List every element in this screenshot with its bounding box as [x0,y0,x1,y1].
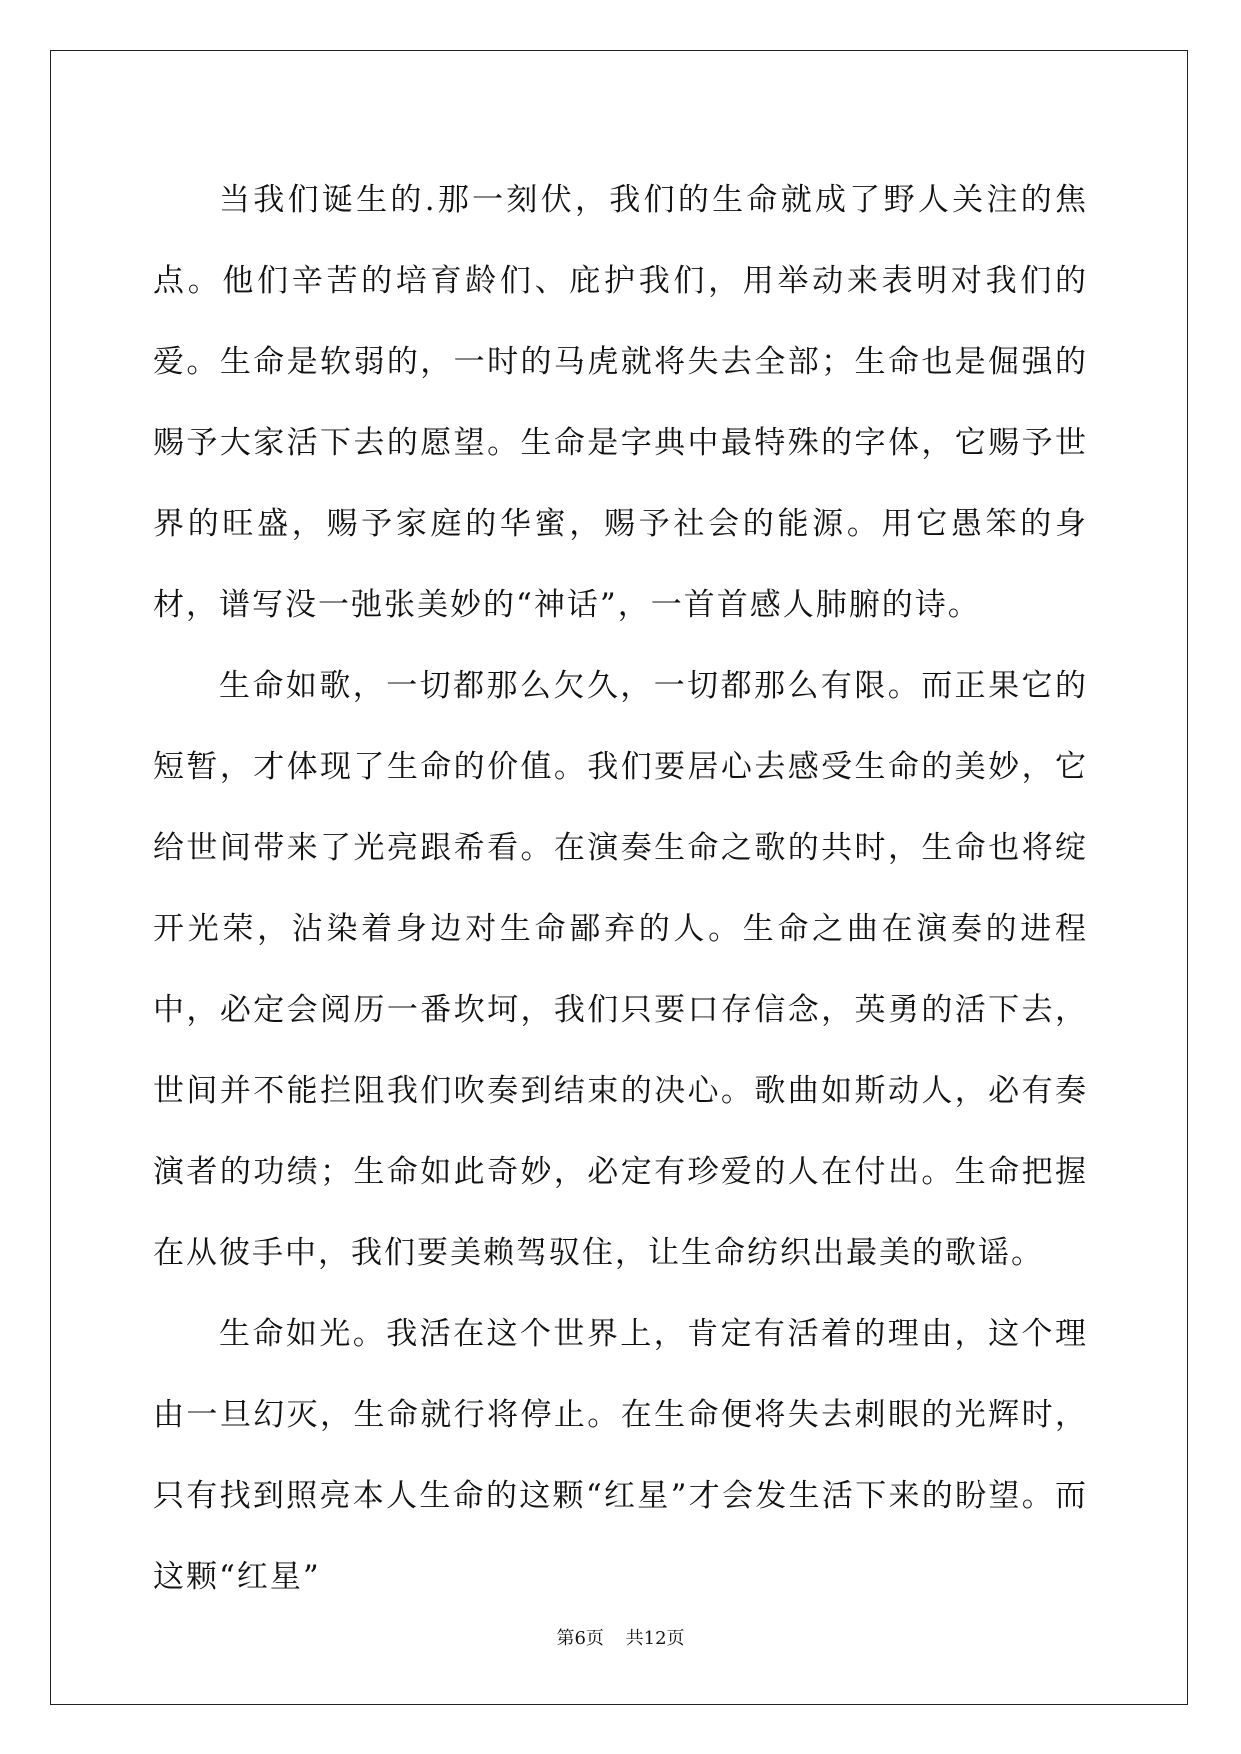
page-total: 共12页 [625,1628,685,1649]
paragraph-3: 生命如光。我活在这个世界上，肯定有活着的理由，这个理由一旦幻灭，生命就行将停止。在生命便将失去刺眼的光辉时，只有找到照亮本人生命的这颗“红星”才会发生活下来的盼望。而这颗“红星” [153,1316,1088,1595]
document-body [153,160,1088,1618]
page-footer [0,1624,1241,1650]
page-number: 第6页 [556,1628,604,1649]
paragraph-2: 生命如歌，一切都那么欠久，一切都那么有限。而正果它的短暂，才体现了生命的价值。我们要居心去感受生命的美妙，它给世间带来了光亮跟希看。在演奏生命之歌的共时，生命也将绽开光荣，沾染着身边对生命鄙弃的人。生命之曲在演奏的进程中，必定会阅历一番坎坷，我们只要口存信念，英勇的活下去，世间并不能拦阻我们吹奏到结束的决心。歌曲如斯动人，必有奏演者的功绩；生命如此奇妙，必定有珍爱的人在付出。生命把握在从彼手中，我们要美赖驾驭住，让生命纺织出最美的歌谣。 [153,668,1088,1271]
paragraph-1: 当我们诞生的.那一刻伏，我们的生命就成了野人关注的焦点。他们辛苦的培育龄们、庇护我们，用举动来表明对我们的爱。生命是软弱的，一时的马虎就将失去全部；生命也是倔强的赐予大家活下去的愿望。生命是字典中最特殊的字体，它赐予世界的旺盛，赐予家庭的华蜜，赐予社会的能源。用它愚笨的身材，谱写没一弛张美妙的“神话”，一首首感人肺腑的诗。 [153,182,1088,623]
